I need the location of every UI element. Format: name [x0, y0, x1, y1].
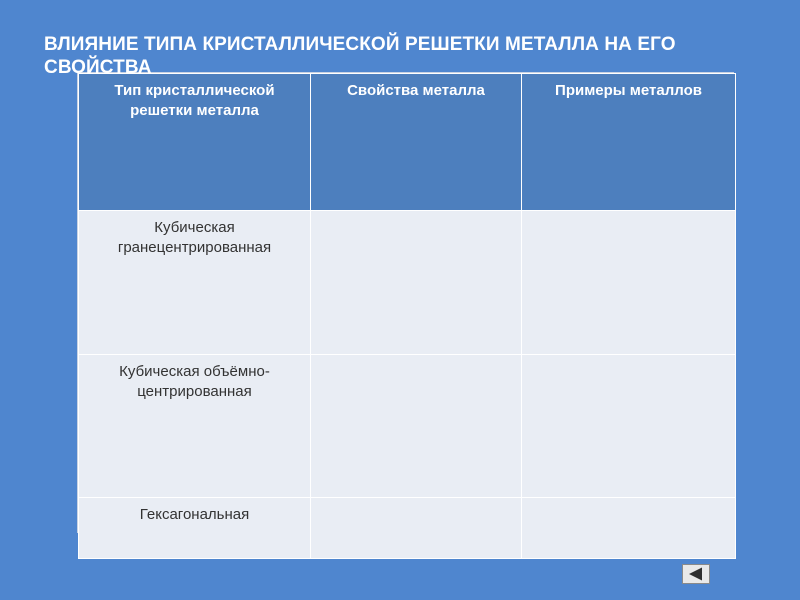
cell-metal-examples — [522, 498, 736, 559]
back-navigation-button[interactable] — [682, 564, 710, 584]
cell-metal-examples — [522, 355, 736, 498]
cell-lattice-type: Кубическая гранецентрированная — [79, 211, 311, 355]
cell-metal-properties — [311, 355, 522, 498]
table-row — [79, 498, 736, 559]
header-metal-properties: Свойства металла — [311, 74, 522, 211]
slide-title: ВЛИЯНИЕ ТИПА КРИСТАЛЛИЧЕСКОЙ РЕШЕТКИ МЕТАЛЛА НА ЕГО СВОЙСТВА — [44, 34, 676, 78]
cell-lattice-type: Кубическая объёмно-центрированная — [79, 355, 311, 498]
triangle-left-icon — [683, 565, 709, 583]
header-metal-examples: Примеры металлов — [522, 74, 736, 211]
cell-lattice-type: Гексагональная — [79, 498, 311, 559]
cell-metal-examples — [522, 211, 736, 355]
cell-metal-properties — [311, 498, 522, 559]
header-lattice-type: Тип кристаллической решетки металла — [79, 74, 311, 211]
table-row — [79, 355, 736, 498]
table-row — [79, 211, 736, 355]
cell-metal-properties — [311, 211, 522, 355]
lattice-properties-table — [77, 72, 734, 533]
table — [78, 73, 736, 559]
table-header-row — [79, 74, 736, 211]
